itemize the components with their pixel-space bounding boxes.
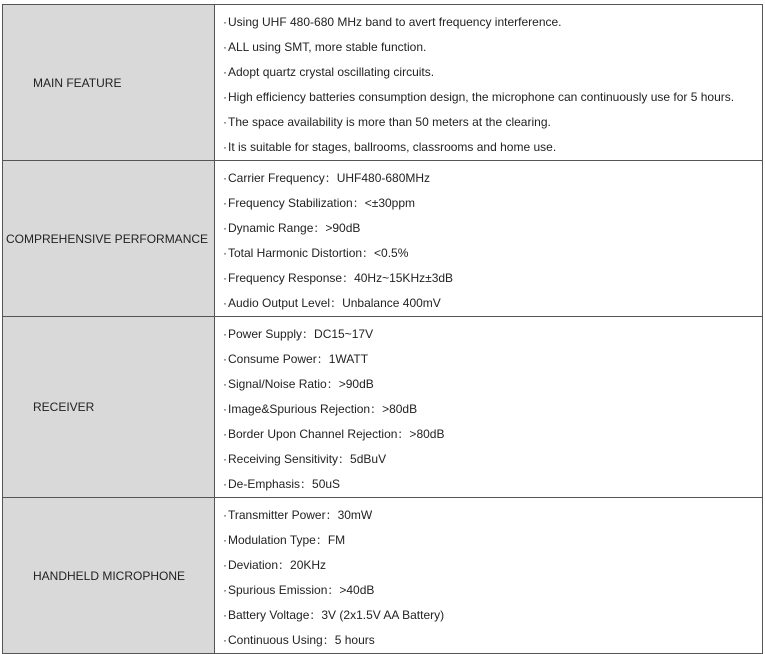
section-label: COMPREHENSIVE PERFORMANCE (6, 231, 209, 246)
section-row-comprehensive-performance (3, 161, 763, 317)
list-item: ·Transmitter Power：30mW (223, 508, 373, 522)
item-text: Continuous Using：5 hours (228, 633, 375, 647)
section-label: RECEIVER (33, 400, 95, 414)
item-text: Carrier Frequency：UHF480-680MHz (228, 171, 431, 185)
list-item: ·Signal/Noise Ratio：>90dB (223, 377, 374, 391)
section-label-cell (3, 317, 215, 498)
list-item: ·Using UHF 480-680 MHz band to avert frequency interference. (223, 15, 562, 29)
item-text: High efficiency batteries consumption design, the microphone can continuously use for 5 hours. (228, 90, 735, 104)
list-item: ·Continuous Using：5 hours (223, 633, 375, 647)
item-text: Using UHF 480-680 MHz band to avert frequency interference. (228, 15, 562, 29)
list-item: ·Total Harmonic Distortion：<0.5% (223, 246, 409, 260)
section-items-cell (215, 5, 763, 161)
section-row-receiver (3, 317, 763, 498)
item-text: Audio Output Level：Unbalance 400mV (228, 296, 441, 310)
list-item: ·Adopt quartz crystal oscillating circuits. (223, 65, 435, 79)
item-text: Spurious Emission：>40dB (228, 583, 375, 597)
section-label-cell (3, 5, 215, 161)
item-text: Adopt quartz crystal oscillating circuits. (228, 65, 435, 79)
list-item: ·Power Supply：DC15~17V (223, 327, 374, 341)
section-row-main-feature (3, 5, 763, 161)
item-text: Dynamic Range：>90dB (228, 221, 361, 235)
item-text: Frequency Stabilization：<±30ppm (228, 196, 416, 210)
section-label: HANDHELD MICROPHONE (33, 568, 186, 583)
list-item: ·Border Upon Channel Rejection：>80dB (223, 427, 445, 441)
list-item: ·The space availability is more than 50 meters at the clearing. (223, 115, 551, 129)
section-items-cell (215, 161, 763, 317)
item-text: Deviation：20KHz (228, 558, 327, 572)
item-text: Signal/Noise Ratio：>90dB (228, 377, 374, 391)
list-item: ·Carrier Frequency：UHF480-680MHz (223, 171, 431, 185)
list-item: ·Consume Power：1WATT (223, 352, 369, 366)
item-text: Consume Power：1WATT (228, 352, 369, 366)
item-text: Image&Spurious Rejection：>80dB (228, 402, 418, 416)
list-item: ·Modulation Type：FM (223, 533, 346, 547)
section-label-cell (3, 161, 215, 317)
list-item: ·Image&Spurious Rejection：>80dB (223, 402, 418, 416)
item-text: Transmitter Power：30mW (228, 508, 373, 522)
item-text: Total Harmonic Distortion：<0.5% (228, 246, 409, 260)
section-row-handheld-microphone (3, 498, 763, 654)
list-item: ·Frequency Response：40Hz~15KHz±3dB (223, 271, 454, 285)
item-text: Modulation Type：FM (228, 533, 346, 547)
spec-list (215, 317, 762, 497)
section-label: MAIN FEATURE (33, 75, 122, 90)
list-item: ·Frequency Stabilization：<±30ppm (223, 196, 416, 210)
list-item: ·Spurious Emission：>40dB (223, 583, 375, 597)
list-item: ·Battery Voltage：3V (2x1.5V AA Battery) (223, 608, 445, 622)
list-item: ·Deviation：20KHz (223, 558, 327, 572)
list-item: ·High efficiency batteries consumption design, the microphone can continuously use for 5 hours. (223, 90, 735, 104)
item-text: Power Supply：DC15~17V (228, 327, 374, 341)
list-item: ·It is suitable for stages, ballrooms, classrooms and home use. (223, 140, 557, 154)
item-text: It is suitable for stages, ballrooms, classrooms and home use. (228, 140, 557, 154)
list-item: ·De-Emphasis：50uS (223, 477, 341, 491)
spec-list (215, 161, 762, 316)
list-item: ·ALL using SMT, more stable function. (223, 40, 427, 54)
spec-table (2, 4, 763, 654)
section-label-cell (3, 498, 215, 654)
item-text: Border Upon Channel Rejection：>80dB (228, 427, 445, 441)
section-items-cell (215, 317, 763, 498)
item-text: The space availability is more than 50 meters at the clearing. (228, 115, 551, 129)
list-item: ·Receiving Sensitivity：5dBuV (223, 452, 387, 466)
spec-list (215, 498, 762, 653)
feature-list (215, 5, 762, 160)
section-items-cell (215, 498, 763, 654)
item-text: ALL using SMT, more stable function. (228, 40, 427, 54)
list-item: ·Dynamic Range：>90dB (223, 221, 361, 235)
item-text: Frequency Response：40Hz~15KHz±3dB (228, 271, 454, 285)
item-text: Battery Voltage：3V (2x1.5V AA Battery) (228, 608, 445, 622)
item-text: De-Emphasis：50uS (228, 477, 341, 491)
item-text: Receiving Sensitivity：5dBuV (228, 452, 387, 466)
list-item: ·Audio Output Level：Unbalance 400mV (223, 296, 441, 310)
